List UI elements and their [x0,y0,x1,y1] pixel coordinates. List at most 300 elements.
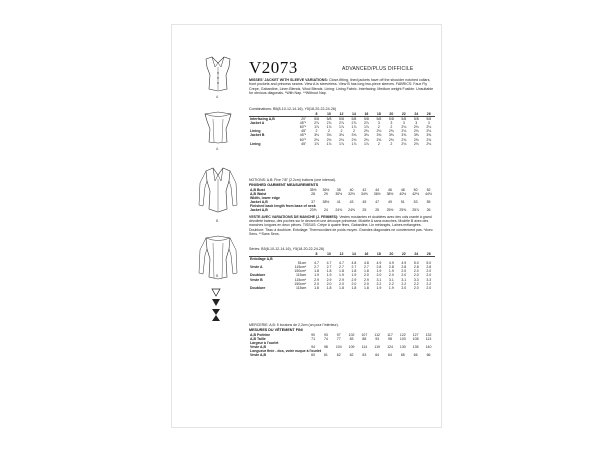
row-value: 135 [412,345,419,350]
row-value: 2⅛ [401,129,407,134]
difficulty-label: ADVANCED/PLUS DIFFICILE [342,66,414,72]
table-row [249,286,435,290]
row-width: 115cm [296,285,307,290]
row-value: 5.0 [413,261,419,266]
size-header-cell: 14 [348,252,360,257]
row-width: 45"* [299,121,307,126]
row-value: 2.9 [339,277,344,282]
row-value: 2⅞ [363,121,369,126]
row-value: 53 [413,200,418,205]
row-label: Veste A,B [250,353,267,358]
row-value: 88 [362,337,367,342]
row-value: 1⅞ [351,141,357,146]
row-value: 2⅜ [401,137,407,142]
view-a-back-illustration [202,109,234,145]
row-value: 2.8 [401,265,407,270]
pattern-number: V2073 [249,58,298,77]
row-value: 26 [426,208,431,213]
row-value: 1.9 [376,269,382,274]
row-value: 2.9 [351,277,357,282]
row-value: 66 [426,353,431,358]
english-description-text: Close-fitting, lined jackets have off the shoulder notched collars, front pockets and princess seams. View A is sleeveless. View B has long two-piece sleeves. FABRICS: Faux Fly Crepe, Gabardine, Linen Blends, Wool Blends. Lining: Lining Fabric. Interfacing: Medium weight Fusible. Unsuitable for obvious diagonals. *With Nap. **Without Nap. [249,78,434,95]
row-value: 2⅛ [401,125,407,130]
size-header-cell: 12 [335,252,347,257]
row-value: 2.2 [426,281,432,286]
row-value: 32½ [348,192,355,197]
row-value: 74 [323,337,328,342]
row-value: 36½ [322,188,330,192]
row-value: 1.8 [339,269,344,274]
finished-measurements-fr-table [249,333,435,358]
row-value: 108 [412,337,419,342]
row-value: 4.7 [314,261,319,266]
row-label: Entoilage A,B [250,257,273,262]
row-value: 1⅞ [314,125,319,130]
row-width: 150cm* [294,281,307,286]
size-header-cell: 14 [348,112,360,117]
row-value: 2.0 [351,281,357,286]
row-value: 2⅜ [413,137,419,142]
row-value: 2.8 [426,265,432,270]
row-value: 2⅛ [351,137,357,142]
row-value: 2.0 [426,269,432,274]
row-value: 2⅛ [413,129,419,134]
row-value: 112 [374,333,380,337]
row-value: 2 [340,129,343,134]
row-value: 109 [348,345,355,350]
view-a-front-letter: A [216,95,219,99]
row-value: 52 [426,188,431,192]
row-value: 50 [413,188,418,192]
row-label: Longueur finie - dos, votre nuque à l'ourlet [250,349,322,354]
row-value: 25⅝ [399,208,407,213]
row-value: 35½ [309,188,317,192]
row-value: 1.8 [326,269,332,274]
row-value: 64 [388,353,392,358]
size-header-cell: 26 [423,112,435,117]
finished-measurements-table [249,188,435,213]
row-value: 97 [336,333,341,337]
row-value: 23⅝ [309,208,317,213]
row-value: 4.8 [363,261,369,266]
size-header-cell: 22 [398,252,410,257]
row-label: Jacket A,B [250,200,268,205]
row-value: 3.1 [401,277,407,282]
row-value: 124 [387,345,393,350]
row-value: 46 [388,188,392,192]
row-value: 1.9 [351,273,357,278]
row-value: 40 [349,188,354,192]
row-value: 38 [336,188,341,192]
row-value: 3 [390,121,393,126]
row-value: 2 [377,141,380,146]
row-value: 1.9 [388,285,394,290]
row-value: 2⅛ [401,141,407,146]
english-size-combinations: Combinations: B5(8-10-12-14-16), Y5(18-20-22-24-26) [249,107,337,111]
row-value: 1⅞ [314,141,319,146]
row-value: 5/8 [401,117,407,122]
view-b-front-letter: B [216,219,219,223]
row-value: 66 [413,353,418,358]
row-value: 2.0 [339,281,344,286]
row-value: 2.2 [388,281,394,286]
row-value: 3⅛ [351,133,357,138]
row-value: 2 [315,129,318,134]
row-value: 5/8 [363,117,369,122]
size-header-cell: 8 [310,252,322,257]
row-value: 3⅝ [426,133,432,138]
row-value: 45 [362,200,367,205]
row-value: 2⅞ [339,121,344,126]
row-value: 1.9 [388,269,394,274]
row-value: 2.9 [314,277,319,282]
row-value: 24⅜ [335,208,343,213]
size-header-cell: 18 [373,112,385,117]
row-value: 60 [311,353,316,358]
row-value: 3 [402,121,405,126]
row-value: 5/8 [314,117,319,122]
row-value: 2⅞ [351,121,357,126]
row-value: 5/8 [388,117,394,122]
row-value: 103 [399,337,406,342]
row-value: 1.8 [314,285,319,290]
row-value: 2.0 [314,281,319,286]
row-value: 107 [361,333,368,337]
row-value: 3⅜ [401,133,407,138]
row-value: 34½ [360,192,368,197]
french-description-title: VESTE AVEC VARIATIONS DE MANCHE (J. FEMMES): [249,215,339,219]
row-value: 2.2 [376,281,382,286]
row-value: 3⅝ [413,133,419,138]
french-description-text: Vestes moulantes et doublées avec des cols cranté à grand décolleté bateau, des poches sur le devant et une découpe princesse. Modèle A sans manches. Modèle B avec des manches longues en deux pièces. TISSUS: Crêpe à quatre fines, Gabardine, Lin mélangés, Laines mélangées. Doublure: Tissu à doublure. Entoilage: Thermocollant de poids moyen. Grandes diagonales ne conviennent pas. *Avec Sens. **Sans Sens. [249,215,433,236]
row-value: 5/8 [376,117,382,122]
row-value: 2⅛ [314,137,319,142]
row-value: 3 [415,121,418,126]
row-value: 2⅛ [376,129,382,134]
row-value: 3⅜ [388,133,394,138]
row-value: 65 [400,353,405,358]
row-value: 127 [412,333,419,337]
row-value: 24 [323,208,328,213]
size-header-cell: 24 [410,112,422,117]
row-value: 2⅜ [376,137,382,142]
size-header-cell: 20 [385,112,397,117]
row-value: 5/8 [351,117,357,122]
row-value: 25 [362,208,367,213]
size-header-cell: 16 [360,112,372,117]
row-value: 62 [336,353,341,358]
row-value: 98 [388,337,392,342]
row-value: 44½ [425,192,432,197]
row-value: 2.0 [401,269,407,274]
size-header-cell: 18 [373,252,385,257]
row-label: Doublure [250,285,266,290]
row-label: Jacket B [250,133,265,138]
row-value: 94 [311,345,316,350]
row-width: 45"* [299,133,307,138]
row-value: 2 [328,129,330,134]
row-value: 1.8 [351,285,357,290]
size-header-cell: 20 [385,252,397,257]
row-value: 29 [323,192,328,197]
row-label: A,B Taille [250,337,266,342]
row-value: 2⅜ [388,137,394,142]
row-value: 2.0 [413,285,419,290]
row-value: 1.9 [314,273,319,278]
size-header-cell: 10 [323,112,335,117]
row-value: 1.8 [314,269,319,274]
row-value: 61 [323,353,328,358]
row-label: Veste B [250,277,263,282]
row-value: 2.0 [376,273,382,278]
row-label: A,B Poitrine [250,333,271,337]
row-value: 3.1 [376,277,382,282]
french-description [249,215,435,236]
row-value: 2.8 [413,265,419,270]
row-value: 4.9 [388,261,394,266]
row-value: 2.0 [413,269,419,274]
view-b-back-letter: B [216,274,219,278]
table-row [249,208,435,212]
row-width: 45" [301,129,307,134]
row-value: 104 [335,345,342,350]
english-description [249,78,435,95]
row-value: 4.7 [339,261,344,266]
metric-yardage-table [249,252,435,290]
row-label: Largeur à l'ourlet [250,341,279,346]
row-width: 20" [301,117,307,122]
row-label: Veste A [250,265,263,270]
row-value: 5/8 [426,117,432,122]
row-value: 1⅞ [339,125,344,130]
size-header-cell: 16 [360,252,372,257]
row-value: 4.9 [376,261,382,266]
row-value: 43 [349,200,354,205]
row-width: 45" [301,141,307,146]
row-label: Doublure [250,273,266,278]
row-value: 3⅛ [314,133,319,138]
row-value: 2 [377,125,380,130]
row-value: 2⅞ [326,121,332,126]
row-value: 5/8 [326,117,332,122]
row-value: 3⅛ [339,133,344,138]
row-value: 55 [426,200,431,205]
row-value: 2⅛ [363,129,369,134]
row-value: 2.7 [326,265,332,270]
size-header-cell: 26 [423,252,435,257]
row-width: 60"* [299,125,307,130]
row-value: 2.0 [363,273,369,278]
english-notions: NOTIONS: A,B: Five 7/8" (2.2cm) buttons (one internal). [249,178,336,182]
row-value: 132 [425,333,432,337]
row-value: 3.1 [388,277,394,282]
row-value: 3⅛ [363,133,369,138]
row-value: 44 [375,188,380,192]
french-finished-heading: MESURES DU VÊTEMENT FINI [249,328,303,332]
row-value: 71 [311,337,316,342]
row-width: 150cm* [294,269,307,274]
row-value: 1⅞ [339,141,344,146]
row-value: 2 [352,129,355,134]
row-value: 63 [362,353,367,358]
view-a-back-letter: A [216,147,219,151]
row-value: 3 [427,121,430,126]
row-value: 47 [375,200,380,205]
row-value: 5.0 [426,261,432,266]
row-label: A,B Waist [250,192,267,197]
row-width: 115cm* [294,277,307,282]
row-value: 3.3 [413,277,419,282]
row-value: 1.8 [363,285,369,290]
row-value: 1⅞ [363,141,369,146]
row-value: 2.0 [326,281,332,286]
table-row [249,353,435,357]
row-width: 60"* [299,137,307,142]
row-label: Lining [250,129,261,134]
row-value: 2⅛ [426,129,432,134]
row-value: 4.9 [401,261,407,266]
row-value: 93 [375,337,380,342]
row-label: Lining [250,141,261,146]
row-value: 2.7 [351,265,357,270]
row-value: 2.7 [339,265,344,270]
row-value: 1.8 [326,285,332,290]
row-value: 2⅛ [413,125,419,130]
row-value: 62 [349,353,354,358]
row-value: 2.7 [314,265,319,270]
row-value: 117 [387,333,393,337]
english-description-title: MISSES' JACKET WITH SLEEVE VARIATIONS: [249,78,328,82]
row-value: 4.7 [326,261,332,266]
row-value: 1.8 [339,285,344,290]
row-value: 38½ [322,200,330,205]
row-value: 130 [399,345,406,350]
row-value: 2⅛ [339,137,344,142]
row-width: 115cm* [294,265,307,270]
row-label: Finished back length from base of neck [250,204,316,209]
row-value: 2.2 [401,281,407,286]
view-a-front-illustration [202,55,234,93]
row-value: 51 [400,200,405,205]
row-value: 3 [377,121,380,126]
row-value: 119 [374,345,380,350]
row-label: Width, lower edge [250,196,280,201]
row-value: 3⅜ [376,133,382,138]
row-value: 2 [390,125,393,130]
row-value: 1.9 [339,273,344,278]
row-value: 1.9 [376,285,382,290]
size-header-cell: 10 [323,252,335,257]
row-value: 2.7 [363,265,369,270]
row-value: 24⅝ [348,208,355,213]
row-value: 25 [375,208,380,213]
row-value: 1⅞ [351,125,357,130]
pattern-envelope-back [171,24,442,428]
row-value: 2⅛ [413,141,419,146]
row-label: Jacket A,B [250,208,268,213]
row-value: 2⅛ [426,141,432,146]
row-value: 3.3 [426,277,432,282]
row-value: 40½ [399,192,407,197]
row-value: 83 [349,337,354,342]
row-value: 2⅛ [326,137,332,142]
row-value: 28 [311,192,316,197]
row-value: 2.0 [426,273,432,278]
table-row [249,142,435,146]
row-value: 2.2 [413,281,419,286]
row-value: 77 [336,337,341,342]
row-label: Jacket A [250,121,265,126]
row-value: 1.9 [326,273,332,278]
row-value: 64 [375,353,380,358]
size-header-cell: 12 [335,112,347,117]
row-value: 2⅛ [363,137,369,142]
row-value: 114 [361,345,368,350]
row-value: 1.8 [363,269,369,274]
view-b-front-illustration [196,165,240,217]
row-value: 2⅜ [426,137,432,142]
row-value: 36½ [373,192,381,197]
row-value: 30½ [335,192,343,197]
row-value: 2.0 [363,281,369,286]
row-value: 42½ [412,192,420,197]
size-header-cell: 8 [310,112,322,117]
size-header-cell: 24 [410,252,422,257]
row-value: 113 [425,337,432,342]
row-value: 2⅞ [314,121,319,126]
fabric-symbols-icon [210,287,222,321]
row-value: 2.0 [413,273,419,278]
row-value: 38½ [386,192,394,197]
row-label: Veste A,B [250,345,267,350]
row-value: 90 [311,333,316,337]
row-value: 93 [323,333,328,337]
row-width: 115cm [296,273,307,278]
row-value: 4.8 [351,261,357,266]
row-value: 2⅛ [388,129,394,134]
row-value: 2.8 [388,265,394,270]
row-value: 1.8 [351,269,357,274]
row-value: 140 [425,345,432,350]
row-value: 37 [311,200,316,205]
row-value: 1⅞ [326,125,332,130]
row-value: 2.0 [401,273,407,278]
row-value: 2.0 [426,285,432,290]
row-value: 2.9 [326,277,332,282]
yardage-table [249,112,435,146]
row-value: 102 [348,333,355,337]
row-value: 5/8 [339,117,344,122]
row-value: 41 [336,200,341,205]
row-value: 2⅛ [426,125,432,130]
row-value: 2 [390,141,393,146]
row-value: 2.0 [401,285,407,290]
row-value: 25⅞ [412,208,420,213]
size-header-cell: 22 [398,112,410,117]
row-value: 2.9 [363,277,369,282]
row-value: 49 [388,200,392,205]
row-width: 51cm [297,261,307,266]
row-value: 25½ [386,208,394,213]
row-value: 42 [362,188,367,192]
french-size-combinations: Séries: B5(8-10-12-14-16), Y5(18-20-22-24-26) [249,247,325,251]
row-value: 48 [400,188,405,192]
row-label: Interfacing A,B [250,117,275,122]
row-value: 3⅛ [326,133,332,138]
row-value: 2.0 [388,273,394,278]
english-finished-heading: FINISHED GARMENT MEASUREMENTS [249,183,319,187]
row-value: 2.8 [376,265,382,270]
